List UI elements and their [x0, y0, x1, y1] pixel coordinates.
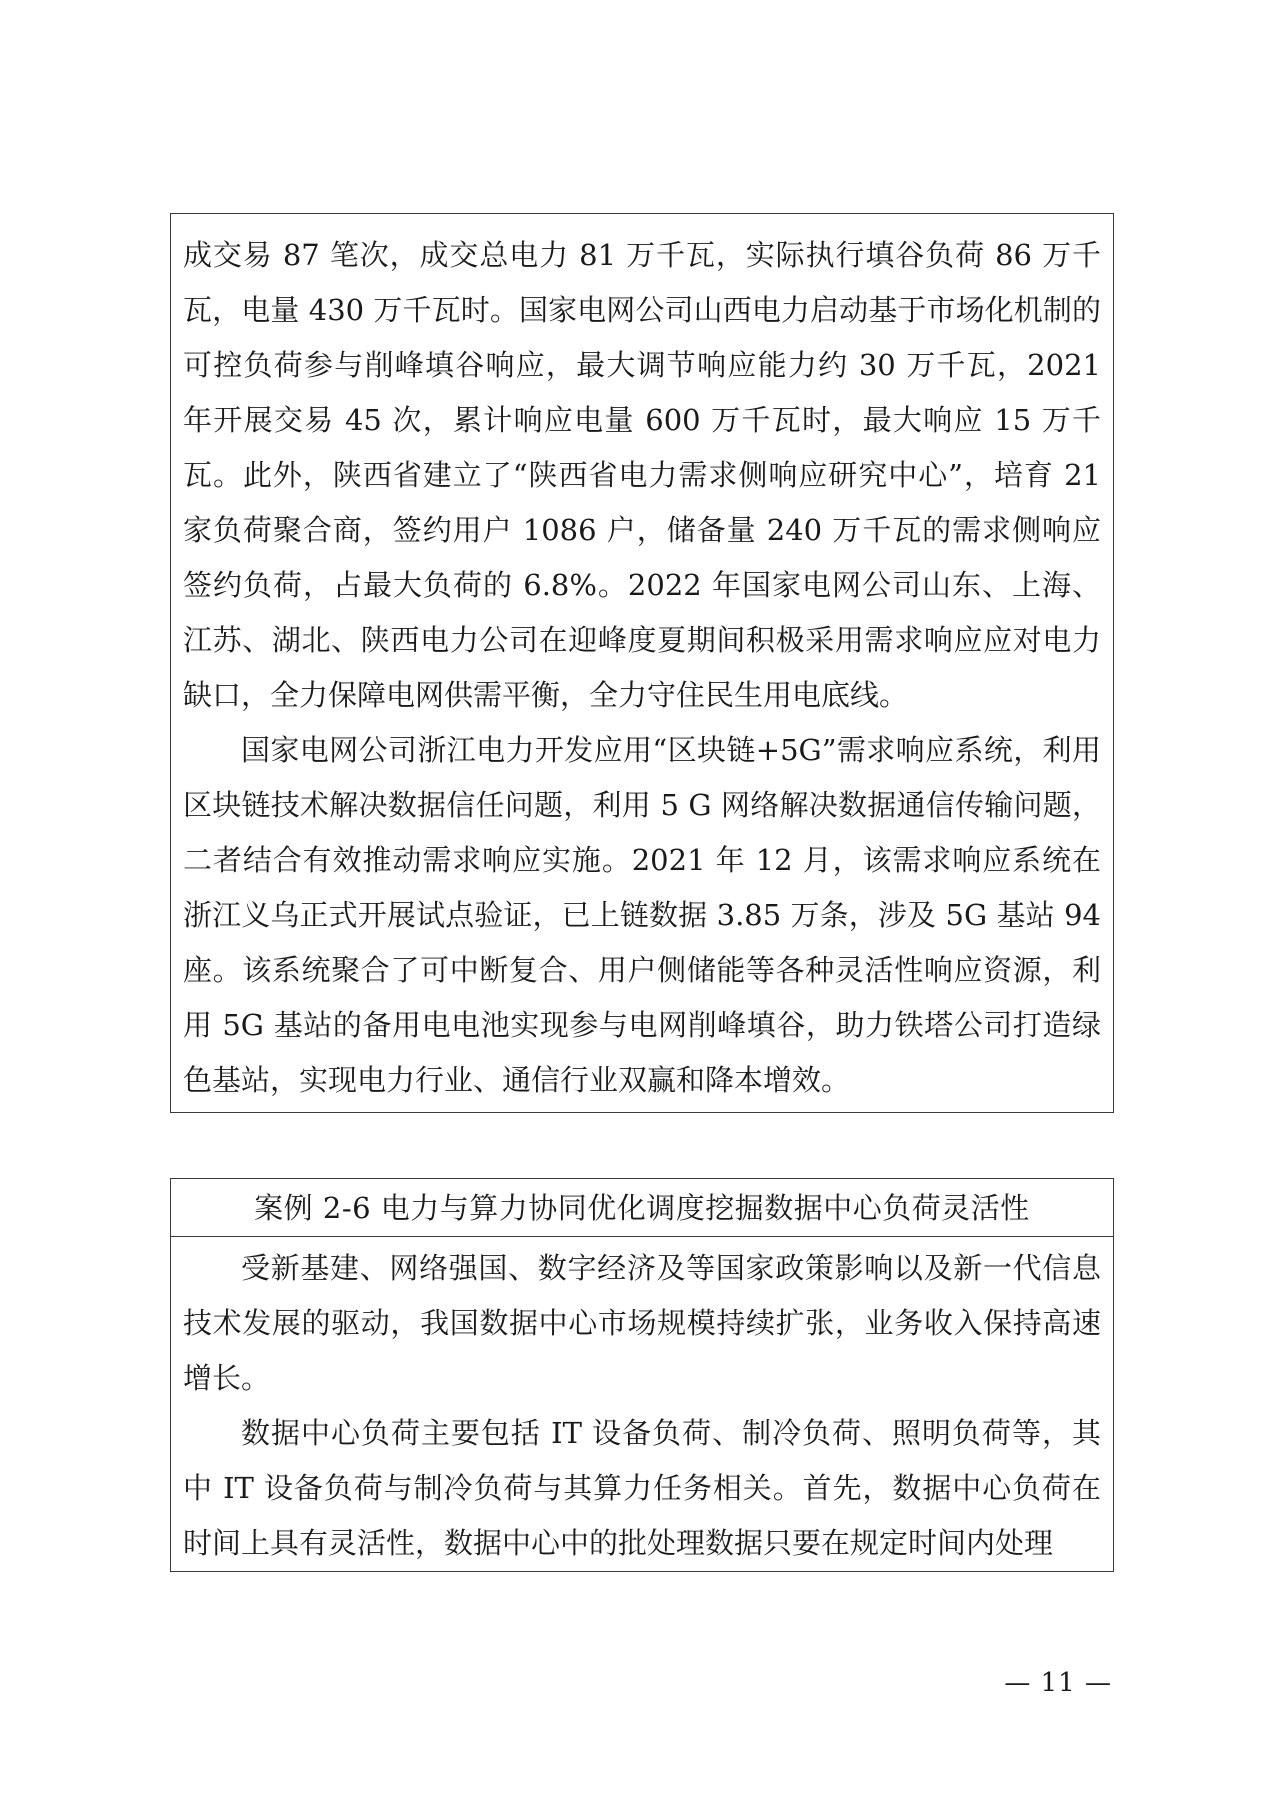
case-box-continued — [170, 213, 1114, 1113]
paragraph-zhejiang-blockchain: 国家电网公司浙江电力开发应用“区块链+5G”需求响应系统，利用区块链技术解决数据信任问题，利用 5 G 网络解决数据通信传输问题，二者结合有效推动需求响应实施。2021 年 12 月，该需求响应系统在浙江义乌正式开展试点验证，已上链数据 3.85 万条，涉及 5G 基站 94 座。该系统聚合了可中断复合、用户侧储能等各种灵活性响应资源，利用 5G 基站的备用电电池实现参与电网削峰填谷，助力铁塔公司打造绿色基站，实现电力行业、通信行业双赢和降本增效。 — [183, 733, 1101, 1097]
page-number: — 11 — — [1004, 1668, 1112, 1698]
case-body — [171, 1237, 1113, 1571]
case-box-2-6 — [170, 1178, 1114, 1572]
paragraph-continued: 成交易 87 笔次，成交总电力 81 万千瓦，实际执行填谷负荷 86 万千瓦，电量 430 万千瓦时。国家电网公司山西电力启动基于市场化机制的可控负荷参与削峰填谷响应，最大调节响应能力约 30 万千瓦，2021 年开展交易 45 次，累计响应电量 600 万千瓦时，最大响应 15 万千瓦。此外，陕西省建立了“陕西省电力需求侧响应研究中心”，培育 21 家负荷聚合商，签约用户 1086 户，储备量 240 万千瓦的需求侧响应签约负荷，占最大负荷的 6.8%。2022 年国家电网公司山东、上海、江苏、湖北、陕西电力公司在迎峰度夏期间积极采用需求响应应对电力缺口，全力保障电网供需平衡，全力守住民生用电底线。 — [183, 238, 1101, 712]
paragraph-datacenter-growth: 受新基建、网络强国、数字经济及等国家政策影响以及新一代信息技术发展的驱动，我国数据中心市场规模持续扩张，业务收入保持高速增长。 — [183, 1251, 1101, 1395]
case-title: 案例 2-6 电力与算力协同优化调度挖掘数据中心负荷灵活性 — [171, 1179, 1113, 1237]
paragraph-datacenter-load: 数据中心负荷主要包括 IT 设备负荷、制冷负荷、照明负荷等，其中 IT 设备负荷与制冷负荷与其算力任务相关。首先，数据中心负荷在时间上具有灵活性，数据中心中的批处理数据只要在规定时间内处理 — [183, 1416, 1101, 1560]
